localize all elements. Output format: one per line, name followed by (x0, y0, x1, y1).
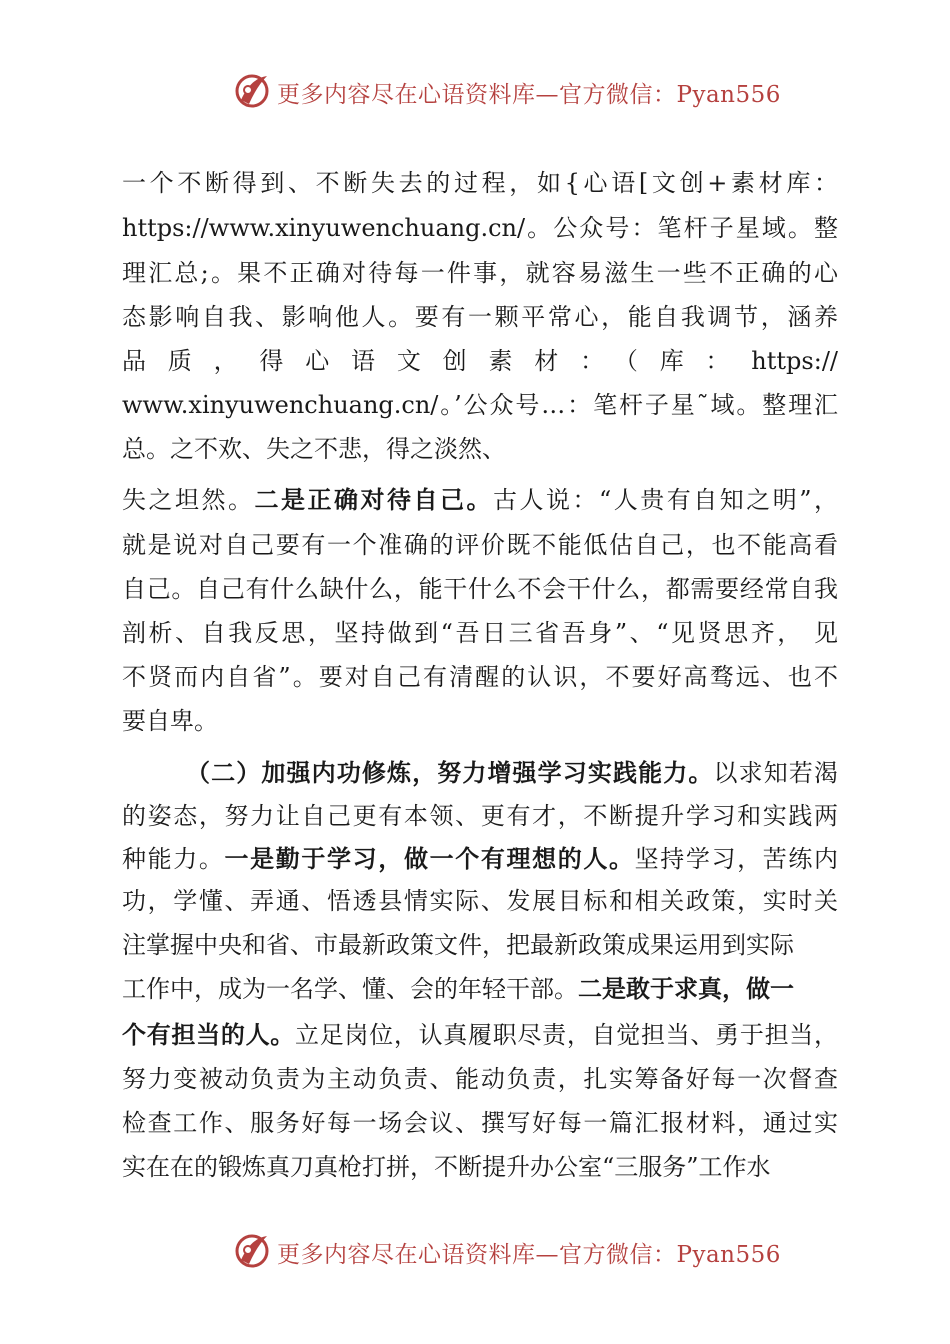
bold-heading: 个有担当的人。 (122, 1021, 295, 1049)
text-line: 努力变被动负责为主动负责、能动负责，扎实筹备好每一次督查 (122, 1065, 838, 1093)
text-line: 实在在的锻炼真刀真枪打拼，不断提升办公室“三服务”工作水 (122, 1153, 771, 1181)
text-line: 理汇总;。果不正确对待每一件事，就容易滋生一些不正确的心 (122, 259, 838, 287)
text-line: https://www.xinyuwenchuang.cn/。公众号：笔杆子星域。整 (122, 214, 838, 242)
bold-heading: 一是勤于学习，做一个有理想的人。 (224, 845, 635, 873)
text-line: 的姿态，努力让自己更有本领、更有才，不断提升学习和实践两 (122, 802, 838, 830)
library-logo-icon (233, 1230, 273, 1272)
section-heading: （二）加强内功修炼，努力增强学习实践能力。 (186, 759, 714, 787)
text-line: 检查工作、服务好每一场会议、撰写好每一篇汇报材料，通过实 (122, 1109, 838, 1137)
library-logo-icon (233, 70, 273, 112)
text-line: 自己。自己有什么缺什么，能干什么不会干什么，都需要经常自我 (122, 575, 838, 603)
text-line (122, 972, 794, 1006)
text-run: 坚持学习，苦练内 (634, 845, 839, 873)
footer-banner-text: 更多内容尽在心语资料库—官方微信：Pyan556 (277, 1242, 781, 1268)
text-line: 就是说对自己要有一个准确的评价既不能低估自己，也不能高看 (122, 531, 838, 559)
text-line: 一个不断得到、不断失去的过程，如{心语[文创+素材库： (122, 169, 838, 197)
text-line: 功，学懂、弄通、悟透县情实际、发展目标和相关政策，实时关 (122, 887, 838, 915)
text-line: 态影响自我、影响他人。要有一颗平常心，能自我调节，涵养 (122, 303, 838, 331)
text-run: 工作中，成为一名学、懂、会的年轻干部。 (122, 975, 578, 1003)
text-run: 失之坦然。 (122, 486, 255, 514)
text-line (122, 1018, 838, 1052)
text-line: 要自卑。 (122, 707, 218, 735)
text-line: www.xinyuwenchuang.cn/。’公众号…：笔杆子星˜域。整理汇 (122, 391, 838, 419)
text-run: 立足岗位，认真履职尽责，自觉担当、勇于担当， (295, 1021, 838, 1049)
bold-heading: 二是正确对待自己。 (254, 486, 493, 514)
text-line (122, 842, 838, 876)
text-line (186, 756, 838, 790)
text-line: 剖析、自我反思，坚持做到“吾日三省吾身”、“见贤思齐， 见 (122, 619, 838, 647)
header-banner (0, 68, 950, 118)
bold-heading: 二是敢于求真，做一 (578, 975, 794, 1003)
header-banner-text: 更多内容尽在心语资料库—官方微信：Pyan556 (277, 82, 781, 108)
text-run: 以求知若渴 (713, 759, 839, 787)
text-line: 品质，得心语文创素材：（库：https:// (122, 347, 838, 375)
text-line: 注掌握中央和省、市最新政策文件，把最新政策成果运用到实际 (122, 931, 794, 959)
text-line (122, 483, 838, 517)
text-line: 总。之不欢、失之不悲，得之淡然、 (122, 435, 506, 463)
footer-banner (0, 1228, 950, 1278)
text-run: 种能力。 (122, 845, 225, 873)
text-line: 不贤而内自省”。要对自己有清醒的认识，不要好高骛远、也不 (122, 663, 838, 691)
text-run: 古人说：“人贵有自知之明”， (492, 486, 838, 514)
